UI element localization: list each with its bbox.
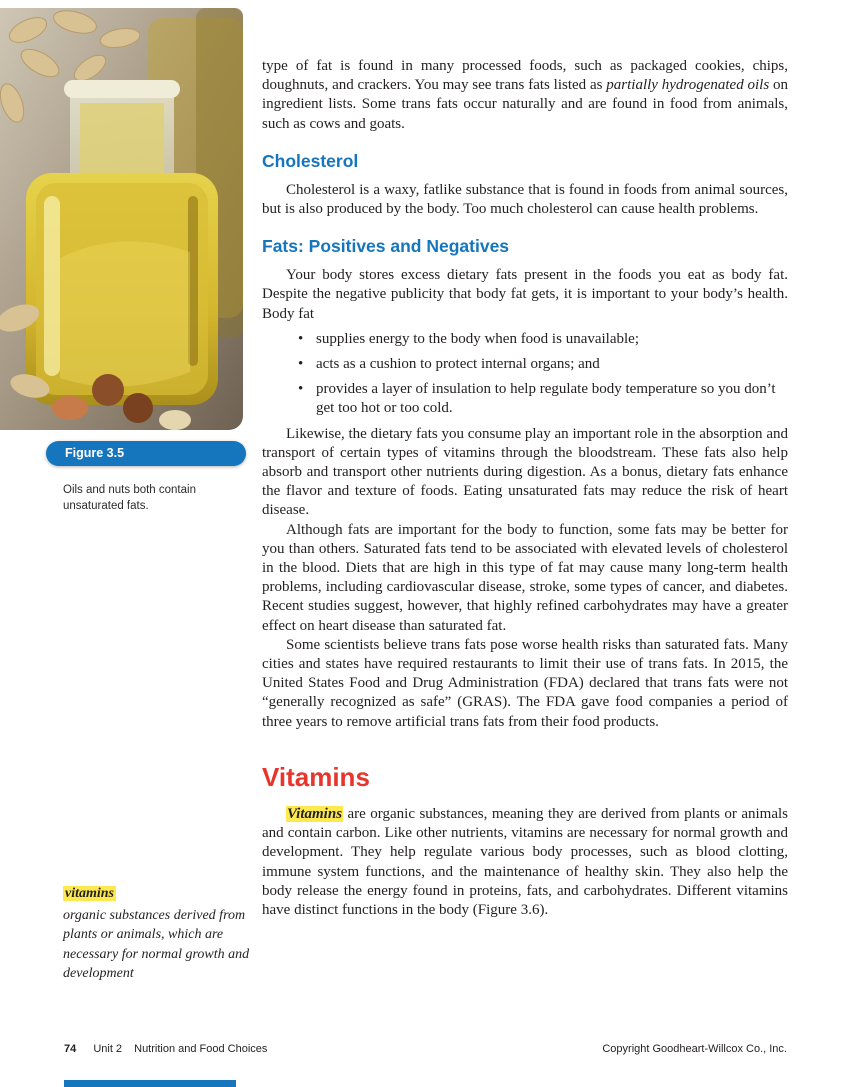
section-heading-fats: Fats: Positives and Negatives <box>262 236 510 257</box>
figure-caption: Oils and nuts both contain unsaturated fats. <box>63 484 196 512</box>
footer-unit-label: Unit 2 <box>93 1043 123 1055</box>
oil-jar-nuts-illustration <box>0 8 243 430</box>
footer-unit-title: Nutrition and Food Choices <box>134 1043 268 1055</box>
footer-accent-bar <box>64 1080 236 1087</box>
bullet-item: • supplies energy to the body when food is unavailable; <box>290 330 788 349</box>
figure-label <box>46 441 246 466</box>
page-footer <box>64 1043 787 1055</box>
page-number: 74 <box>64 1043 77 1055</box>
figure-label-text: Figure 3.5 <box>65 446 125 460</box>
text-segment: type of fat is found in many processed foods, such as packaged cookies, chips, doughnuts, and crackers. You may see trans fats listed as <box>262 58 788 94</box>
vitamins-paragraph <box>262 805 788 920</box>
figure-photo <box>0 8 243 430</box>
glossary-term-line <box>63 884 251 904</box>
bullet-item: • provides a layer of insulation to help regulate body temperature so you don’t get too hot or too cold. <box>290 380 788 418</box>
glossary-sidebar <box>63 884 251 984</box>
styled-text-segment: partially hydrogenated oils <box>606 77 770 94</box>
footer-copyright: Copyright Goodheart-Willcox Co., Inc. <box>602 1043 787 1055</box>
fats-paragraph-3: Although fats are important for the body to function, some fats may be better for you than others. Saturated fats tend to be associated with elevated levels of cholesterol in the blood. Diets that are high in this type of fat may cause many long-term health problems, including cardiovascular disease, stroke, some types of cancer, and diabetes. Recent studies suggest, however, that highly refined carbohydrates may have a greater effect on heart disease than saturated fat. <box>262 521 788 634</box>
text-segment: are organic substances, meaning they are derived from plants or animals and contain carbon. Like other nutrients, vitamins are necessary for normal growth and development. They help regulate various body processes, such as blood clotting, immune system functions, and the maintenance of healthy skin. They also help the body release the energy found in proteins, fats, and carbohydrates. Different vitamins have distinct functions in the body (Figure 3.6). <box>262 805 788 918</box>
footer-left <box>64 1043 267 1055</box>
intro-paragraph <box>262 57 788 134</box>
bullet-item: • acts as a cushion to protect internal organs; and <box>290 355 788 374</box>
glossary-term: vitamins <box>65 886 115 901</box>
fats-bullet-list <box>290 330 788 419</box>
section-heading-cholesterol: Cholesterol <box>262 150 359 171</box>
cholesterol-paragraph: Cholesterol is a waxy, fatlike substance that is found in foods from animal sources, but is also produced by the body. Too much cholesterol can cause health problems. <box>262 181 788 218</box>
styled-text-segment: Vitamins <box>287 805 343 822</box>
section-heading-vitamins: Vitamins <box>262 761 370 792</box>
fats-paragraph-2: Likewise, the dietary fats you consume play an important role in the absorption and transport of certain types of vitamins through the bloodstream. These fats also help absorb and transport other nutrients during digestion. As a bonus, dietary fats enhance the flavor and texture of foods. Eating unsaturated fats may reduce the risk of heart disease. <box>262 425 788 519</box>
fats-paragraph-4: Some scientists believe trans fats pose worse health risks than saturated fats. Many cities and states have required restaurants to limit their use of trans fats. In 2015, the United States Food and Drug Administration (FDA) declared that trans fats were not “generally recognized as safe” (GRAS). The FDA gave food companies a period of three years to remove artificial trans fats from their food products. <box>262 636 788 730</box>
text-segment: on ingredient lists. Some trans fats occur naturally and are found in food from animals, such as cows and goats. <box>262 77 788 132</box>
glossary-definition: organic substances derived from plants or animals, which are necessary for normal growth and development <box>63 907 250 981</box>
fats-paragraph-1: Your body stores excess dietary fats present in the foods you eat as body fat. Despite the negative publicity that body fat gets, it is important to your body’s health. Body fat <box>262 267 788 322</box>
main-text-column <box>262 57 788 920</box>
